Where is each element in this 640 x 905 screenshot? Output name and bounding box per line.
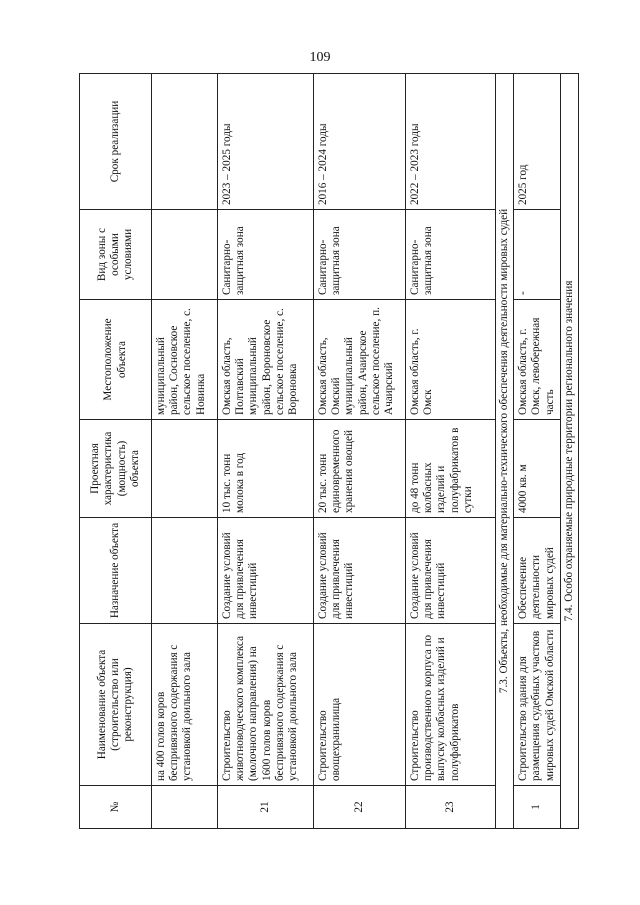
header-purpose: Назначение объекта [80,518,152,624]
section-row-7-4 [560,74,578,829]
table-row [514,74,561,829]
cell-location: Омская область, Полтавский муниципальный район, Вороновское сельское поселение, с. Вороновка [218,300,314,420]
cell-term [152,74,218,210]
cell-num: 23 [406,786,496,829]
cell-term: 2016 – 2024 годы [314,74,406,210]
table-header-row [80,74,152,829]
cell-zone [152,210,218,300]
table-row [218,74,314,829]
cell-location: Омская область, г. Омск, левобережная часть [514,300,561,420]
table-row [314,74,406,829]
cell-name: Строительство здания для размещения судебных участков мировых судей Омской области [514,624,561,786]
cell-term: 2025 год [514,74,561,210]
header-term: Срок реализации [80,74,152,210]
section-title-7-4: 7.4. Особо охраняемые природные территории регионального значения [560,74,578,829]
cell-location: Омская область, г. Омск [406,300,496,420]
cell-zone: - [514,210,561,300]
cell-zone: Санитарно-защитная зона [406,210,496,300]
cell-name: Строительство производственного корпуса по выпуску колбасных изделий и полуфабрикатов [406,624,496,786]
header-capacity: Проектная характеристика (мощность) объекта [80,420,152,518]
cell-zone: Санитарно-защитная зона [218,210,314,300]
cell-name: Строительство овощехранилища [314,624,406,786]
objects-table [79,73,579,829]
cell-name: Строительство животноводческого комплекса (молочного направления) на 1600 голов коров беспривязного содержания с установкой доильного зала [218,624,314,786]
cell-capacity [152,420,218,518]
cell-num: 21 [218,786,314,829]
cell-term: 2022 – 2023 годы [406,74,496,210]
cell-capacity: до 48 тонн колбасных изделий и полуфабрикатов в сутки [406,420,496,518]
cell-capacity: 4000 кв. м [514,420,561,518]
cell-num: 1 [514,786,561,829]
cell-capacity: 10 тыс. тонн молока в год [218,420,314,518]
header-location: Местоположение объекта [80,300,152,420]
cell-capacity: 20 тыс. тонн единовременного хранения овощей [314,420,406,518]
cell-purpose: Создание условий для привлечения инвестиций [314,518,406,624]
cell-purpose [152,518,218,624]
page-number: 109 [309,50,331,65]
cell-purpose: Обеспечение деятельности мировых судей [514,518,561,624]
cell-purpose: Создание условий для привлечения инвестиций [218,518,314,624]
cell-name: на 400 голов коров беспривязного содержания с установкой доильного зала [152,624,218,786]
section-title-7-3: 7.3. Объекты, необходимые для материально-технического обеспечения деятельности мировых судей [496,74,514,829]
header-num: № [80,786,152,829]
header-zone: Вид зоны с особыми условиями [80,210,152,300]
cell-num [152,786,218,829]
table-row [152,74,218,829]
cell-purpose: Создание условий для привлечения инвестиций [406,518,496,624]
section-row-7-3 [496,74,514,829]
cell-location: Омская область, Омский муниципальный район, Ачаирское сельское поселение, п. Ачаирский [314,300,406,420]
cell-term: 2023 – 2025 годы [218,74,314,210]
table-row [406,74,496,829]
cell-num: 22 [314,786,406,829]
rotated-table-container [79,74,574,829]
header-name: Наименование объекта (строительство или реконструкция) [80,624,152,786]
cell-location: муниципальный район, Сосновское сельское поселение, с. Новинка [152,300,218,420]
cell-zone: Санитарно-защитная зона [314,210,406,300]
